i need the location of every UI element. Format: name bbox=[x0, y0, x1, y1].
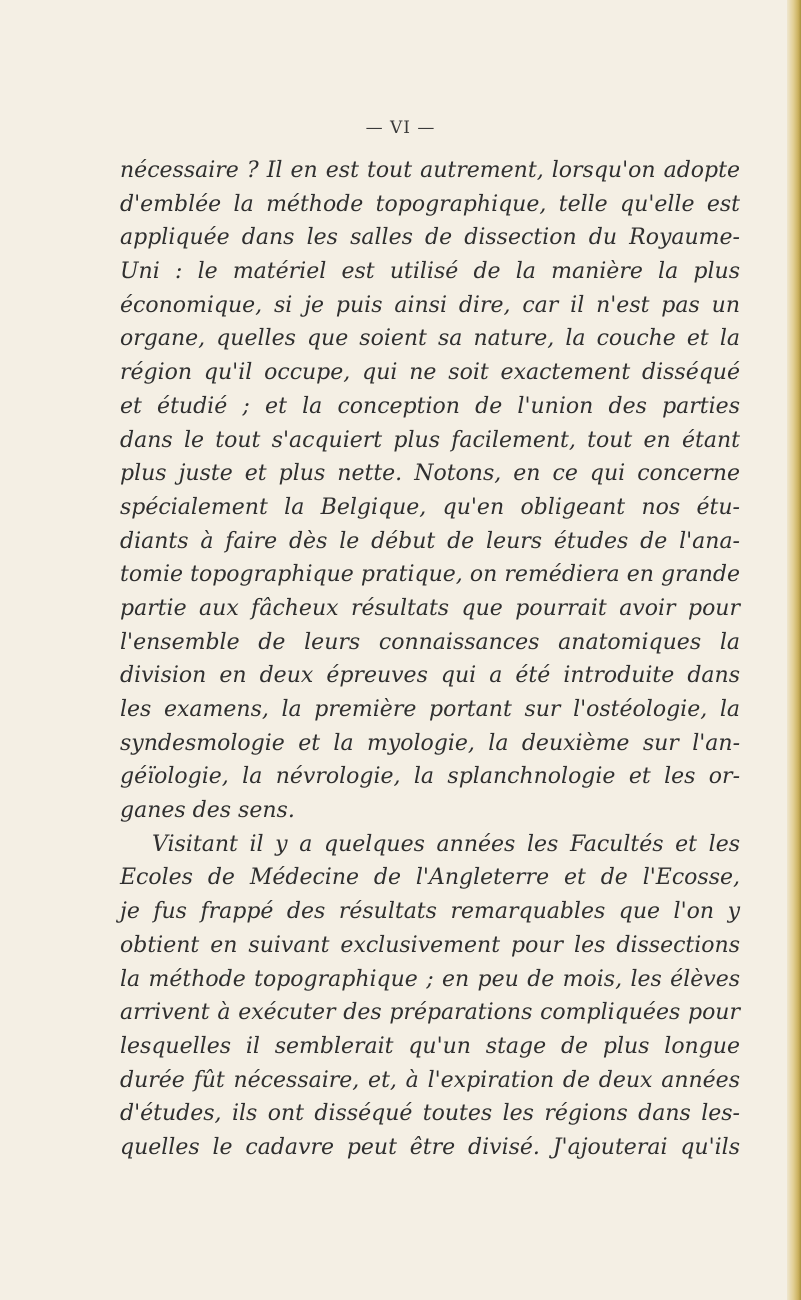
text-line: économique, si je puis ainsi dire, car il n'est pas un bbox=[120, 292, 740, 318]
text-line: Visitant il y a quelques années les Facultés et les bbox=[152, 831, 740, 857]
text-line: dans le tout s'acquiert plus facilement, tout en étant bbox=[120, 427, 740, 453]
text-line: appliquée dans les salles de dissection du Royaume- bbox=[120, 225, 740, 251]
page-edge bbox=[787, 0, 801, 1300]
text-line: les examens, la première portant sur l'ostéologie, la bbox=[120, 697, 740, 722]
text-line: division en deux épreuves qui a été introduite dans bbox=[120, 663, 740, 689]
text-line: diants à faire dès le début de leurs études de l'ana- bbox=[120, 528, 740, 554]
text-line: tomie topographique pratique, on remédiera en grande bbox=[120, 562, 740, 588]
text-line: géïologie, la névrologie, la splanchnologie et les or- bbox=[120, 764, 740, 790]
text-line: Uni : le matériel est utilisé de la manière la plus bbox=[120, 259, 740, 285]
text-line: ganes des sens. bbox=[120, 798, 295, 824]
text-line: Ecoles de Médecine de l'Angleterre et de l'Ecosse, bbox=[120, 865, 740, 891]
text-line: syndesmologie et la myologie, la deuxième sur l'an- bbox=[120, 730, 740, 756]
text-line: la méthode topographique ; en peu de mois, les élèves bbox=[120, 966, 740, 992]
text-line: nécessaire ? Il en est tout autrement, lorsqu'on adopte bbox=[120, 158, 740, 183]
text-line: l'ensemble de leurs connaissances anatomiques la bbox=[120, 629, 740, 655]
text-line: lesquelles il semblerait qu'un stage de plus longue bbox=[120, 1033, 740, 1059]
text-line: région qu'il occupe, qui ne soit exactement disséqué bbox=[120, 360, 740, 386]
page-number: — VI — bbox=[365, 118, 436, 138]
text-line: quelles le cadavre peut être divisé. J'ajouterai qu'ils bbox=[120, 1134, 740, 1160]
text-line: d'emblée la méthode topographique, telle qu'elle est bbox=[120, 191, 740, 217]
text-line: durée fût nécessaire, et, à l'expiration de deux années bbox=[120, 1067, 740, 1093]
text-line: spécialement la Belgique, qu'en obligeant nos étu- bbox=[120, 494, 740, 520]
body-text bbox=[120, 154, 740, 1165]
text-line: arrivent à exécuter des préparations compliquées pour bbox=[120, 1000, 740, 1026]
text-line: obtient en suivant exclusivement pour les dissections bbox=[120, 932, 740, 958]
text-line: organe, quelles que soient sa nature, la couche et la bbox=[120, 326, 740, 352]
text-line: d'études, ils ont disséqué toutes les régions dans les- bbox=[120, 1101, 740, 1127]
text-line: et étudié ; et la conception de l'union des parties bbox=[120, 393, 740, 419]
text-line: partie aux fâcheux résultats que pourrait avoir pour bbox=[120, 595, 740, 621]
text-line: je fus frappé des résultats remarquables que l'on y bbox=[120, 899, 740, 925]
text-line: plus juste et plus nette. Notons, en ce qui concerne bbox=[120, 461, 740, 487]
